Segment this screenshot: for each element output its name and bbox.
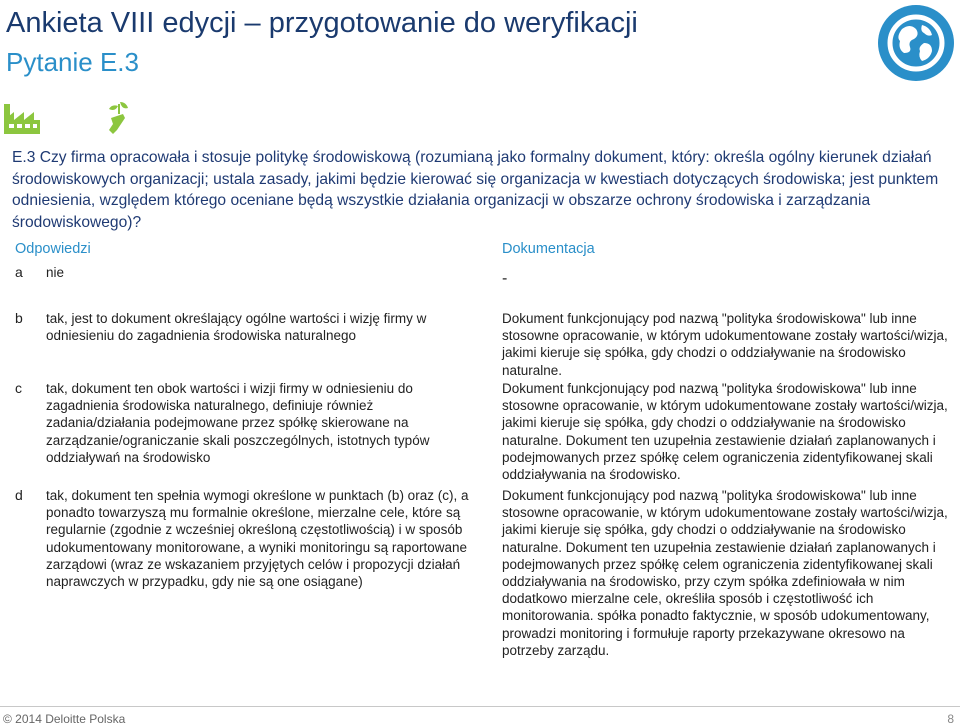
globe-icon xyxy=(878,5,954,81)
hand-plant-icon xyxy=(107,100,131,139)
documentation-text-c: Dokument funkcjonujący pod nazwą "polityka środowiskowa" lub inne stosowne opracowanie, w którym udokumentowane zostały wartości/wizja, jakimi kieruje się spółka, gdy chodzi o oddziaływanie na środowisko naturalne. Dokument ten uzupełnia zestawienie działań zaplanowanych i podejmowanych przez spółkę celem ograniczenia zidentyfikowanej skali oddziaływania na środowisko. xyxy=(502,381,948,483)
factory-icon xyxy=(2,100,42,139)
answers-column-header: Odpowiedzi xyxy=(15,241,91,257)
page-subtitle: Pytanie E.3 xyxy=(6,47,139,77)
documentation-column-header: Dokumentacja xyxy=(502,241,595,257)
page-number: 8 xyxy=(947,712,954,726)
answer-letter-a: a xyxy=(15,264,23,280)
answer-letter-b: b xyxy=(15,310,23,326)
documentation-text-b: Dokument funkcjonujący pod nazwą "polityka środowiskowa" lub inne stosowne opracowanie, w którym udokumentowane zostały wartości/wizja, jakimi kieruje się spółka, gdy chodzi o oddziaływanie na środowisko naturalne. xyxy=(502,311,948,378)
answer-text-c: tak, dokument ten obok wartości i wizji firmy w odniesieniu do zagadnienia środowiska naturalnego, definiuje również zadania/działania podejmowane przez spółkę skierowane na zarządzanie/ograniczanie skali poszczególnych, istotnych typów oddziaływań na środowisko xyxy=(46,381,430,465)
footer-copyright: © 2014 Deloitte Polska xyxy=(3,712,126,726)
documentation-text-a: - xyxy=(502,270,508,287)
answer-text-b: tak, jest to dokument określający ogólne wartości i wizję firmy w odniesieniu do zagadnienia środowiska naturalnego xyxy=(46,311,427,344)
documentation-text-d: Dokument funkcjonujący pod nazwą "polityka środowiskowa" lub inne stosowne opracowanie, w którym udokumentowane zostały wartości/wizja, jakimi kieruje się spółka, gdy chodzi o oddziaływanie na środowisko naturalne. Dokument ten uzupełnia zestawienie działań zaplanowanych i podejmowanych przez spółkę celem ograniczenia zidentyfikowanej skali oddziaływania na środowisko, przy czym spółka zdefiniowała w nim dodatkowo mierzalne cele, określiła sposób i częstotliwość ich monitorowania. spółka ponadto faktycznie, w sposób udokumentowany, prowadzi monitoring i formułuje raporty przekazywane okresowo na potrzeby zarządu. xyxy=(502,488,948,658)
answer-text-a: nie xyxy=(46,265,65,280)
answer-letter-c: c xyxy=(15,380,22,396)
footer-divider xyxy=(0,706,960,707)
question-text: E.3 Czy firma opracowała i stosuje politykę środowiskową (rozumianą jako formalny dokument, który: określa ogólny kierunek działań środowiskowych organizacji; ustala zasady, jakimi będzie kierować się organizacja w kwestiach dotyczących środowiska; jest punktem odniesienia, względem którego oceniane będą wszystkie działania organizacji w obszarze ochrony środowiska i zarządzania środowiskowego)? xyxy=(12,149,939,231)
answer-letter-d: d xyxy=(15,487,23,503)
page-title: Ankieta VIII edycji – przygotowanie do weryfikacji xyxy=(6,7,638,39)
answer-text-d: tak, dokument ten spełnia wymogi określone w punktach (b) oraz (c), a ponadto towarzyszą mu formalnie określone, mierzalne cele, które są regularnie (zgodnie z wcześniej określoną częstotliwością) i w sposób udokumentowany monitorowane, a wyniki monitoringu są raportowane zarządowi (wraz ze wskazaniem przyjętych celów i propozycji działań naprawczych w przypadku, gdy nie są one osiągane) xyxy=(46,488,469,590)
